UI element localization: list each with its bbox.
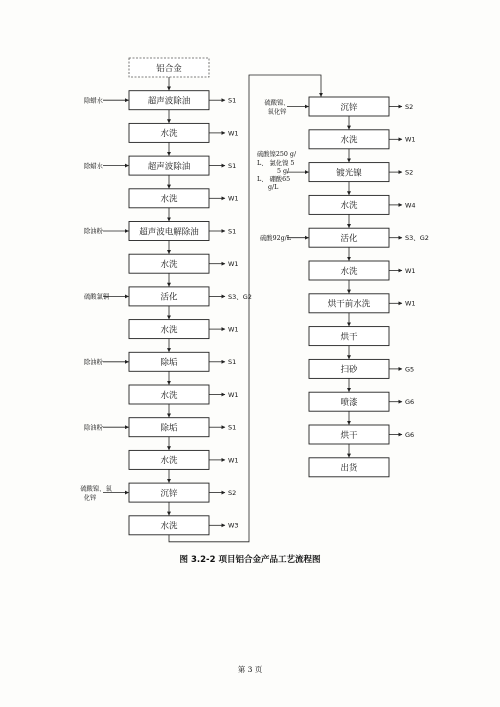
process-step-label: 活化 xyxy=(340,234,358,244)
output-emission-label: G6 xyxy=(405,430,415,439)
output-emission-label: S1 xyxy=(228,227,237,236)
input-material-label: 除油粉 xyxy=(84,359,103,366)
input-material-label: 硫酸镍、氧化锌 xyxy=(80,485,112,502)
process-step-label: 除垢 xyxy=(160,423,178,434)
output-emission-label: S1 xyxy=(228,162,237,170)
output-emission-label: W1 xyxy=(228,390,239,399)
output-emission-label: S2 xyxy=(228,489,237,497)
process-step-label: 扫砂 xyxy=(340,365,358,376)
output-emission-label: W1 xyxy=(228,129,239,138)
process-step-label: 超声波电解除油 xyxy=(139,227,199,238)
output-emission-label: S2 xyxy=(405,102,414,111)
output-emission-label: W1 xyxy=(228,260,239,269)
output-emission-label: W1 xyxy=(228,194,239,203)
input-material-label: 硫酸镍、氧化锌 xyxy=(264,99,290,116)
process-step-label: 水洗 xyxy=(160,456,178,467)
process-step-label: 烘干 xyxy=(340,332,358,343)
output-emission-label: S1 xyxy=(228,358,237,367)
process-step-label: 活化 xyxy=(160,292,178,303)
figure-caption: 图 3.2-2 项目铝合金产品工艺流程图 xyxy=(179,555,321,565)
output-emission-label: W1 xyxy=(228,325,239,334)
process-step-label: 水洗 xyxy=(160,129,178,140)
process-step-label: 超声波除油 xyxy=(147,96,191,107)
output-emission-label: W4 xyxy=(405,201,416,210)
process-step-label: 喷漆 xyxy=(340,398,358,408)
left-process-column xyxy=(80,58,252,535)
process-step-label: 水洗 xyxy=(160,521,178,532)
output-emission-label: S1 xyxy=(228,96,237,105)
right-process-column xyxy=(257,97,429,477)
process-step-label: 沉锌 xyxy=(160,488,178,499)
input-material-label: 硫酸92g/L xyxy=(260,234,291,242)
process-step-label: 烘干 xyxy=(340,430,358,441)
process-step-label: 超声波除油 xyxy=(147,161,191,172)
output-emission-label: S1 xyxy=(228,423,237,432)
output-emission-label: W1 xyxy=(405,266,416,275)
process-step-label: 水洗 xyxy=(340,201,358,212)
process-step-label: 水洗 xyxy=(160,390,178,401)
input-material-label: 除油粉 xyxy=(84,424,103,432)
output-emission-label: W3 xyxy=(228,521,239,530)
input-material-label: 除蜡水 xyxy=(84,162,103,170)
output-emission-label: G5 xyxy=(405,365,415,374)
input-material-label: 除油粉 xyxy=(84,228,103,236)
input-material-label: 硫酸镍250 g/ L、 氯化镍 5 5 g/ L、 硼酸65 g/L xyxy=(257,151,297,192)
process-step-label: 水洗 xyxy=(160,260,178,270)
process-step-label: 水洗 xyxy=(160,194,178,205)
process-step-label: 水洗 xyxy=(160,325,178,336)
process-step-label: 镀光镍 xyxy=(336,168,362,179)
output-emission-label: W1 xyxy=(405,299,416,308)
process-step-label: 水洗 xyxy=(340,266,358,277)
process-step-label: 除垢 xyxy=(160,358,178,369)
output-emission-label: G6 xyxy=(405,398,415,407)
column-connector-line xyxy=(169,75,321,542)
process-step-label: 铝合金 xyxy=(156,63,182,74)
page-number: 第 3 页 xyxy=(237,665,263,674)
output-emission-label: S3、G2 xyxy=(228,292,252,301)
output-emission-label: W1 xyxy=(405,135,416,144)
input-material-label: 硫酸氯铜 xyxy=(84,293,110,301)
process-step-label: 水洗 xyxy=(340,135,358,146)
process-step-label: 出货 xyxy=(340,463,358,474)
output-emission-label: S2 xyxy=(405,168,414,177)
process-step-label: 烘干前水洗 xyxy=(327,299,371,310)
process-step-label: 沉锌 xyxy=(340,102,358,113)
output-emission-label: S3、G2 xyxy=(405,234,429,243)
input-material-label: 除蜡水 xyxy=(84,97,103,105)
output-emission-label: W1 xyxy=(228,456,239,465)
